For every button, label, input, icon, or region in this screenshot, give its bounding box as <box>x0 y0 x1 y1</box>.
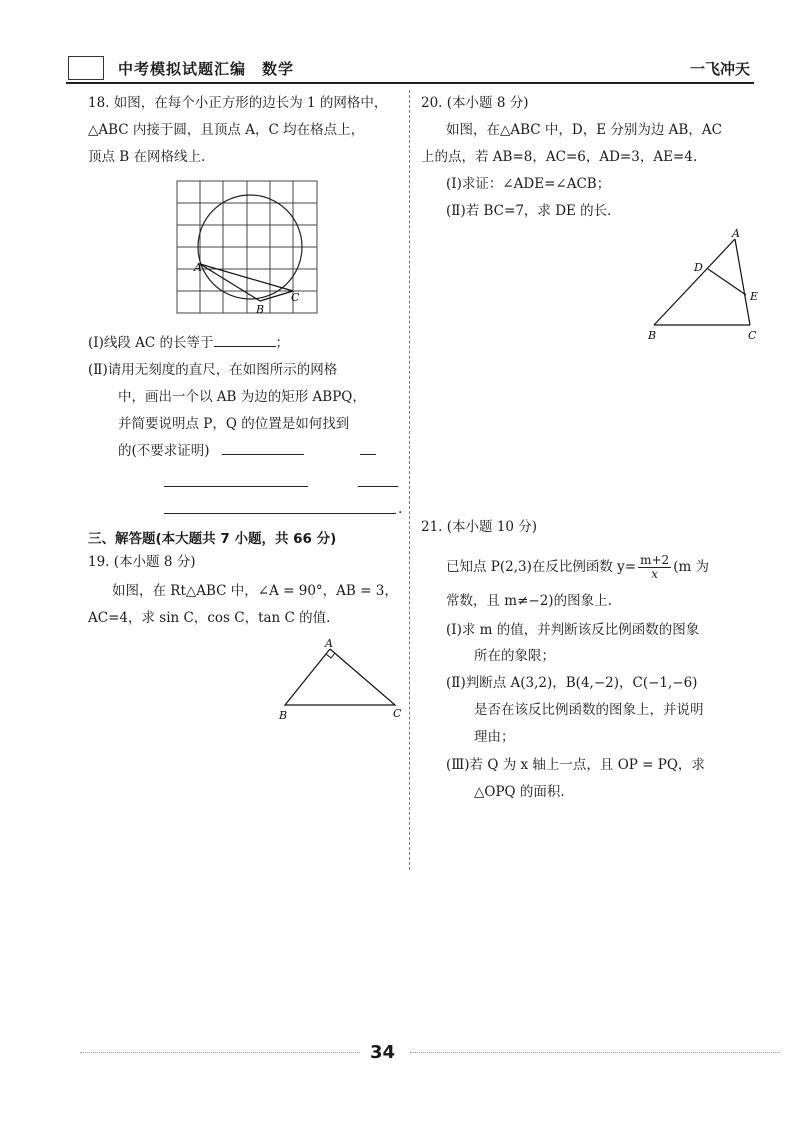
q18-part-1-text: (Ⅰ)线段 AC 的长等于 <box>88 335 214 351</box>
q20-line-1: 20. (本小题 8 分) <box>421 95 529 111</box>
q18-label-a: A <box>194 261 202 274</box>
header-title: 中考模拟试题汇编 数学 <box>118 60 295 78</box>
q21-line-2: 常数，且 m≠−2)的图象上. <box>446 593 612 609</box>
q20-label-a: A <box>732 227 740 240</box>
q18-label-b: B <box>256 303 265 316</box>
q18-answer-blank-3 <box>164 486 308 487</box>
q20-line-5: (Ⅱ)若 BC=7，求 DE 的长. <box>446 203 612 219</box>
q20-label-e: E <box>750 290 759 303</box>
page-number: 34 <box>370 1042 396 1063</box>
q18-part-2-line-3: 并简要说明点 P，Q 的位置是如何找到 <box>118 416 350 432</box>
q20-label-d: D <box>694 261 703 274</box>
header-rule <box>66 82 754 84</box>
column-separator <box>409 90 410 870</box>
q21-line-1-post: (m 为 <box>673 559 710 575</box>
q21-part-1-line-1: (Ⅰ)求 m 的值，并判断该反比例函数的图象 <box>446 622 700 638</box>
q20-label-b: B <box>648 329 657 342</box>
q21-part-3-line-1: (Ⅲ)若 Q 为 x 轴上一点，且 OP = PQ，求 <box>446 757 705 773</box>
header-brand: 一飞冲天 <box>689 60 750 78</box>
q18-part-2-line-4 <box>118 438 376 465</box>
q18-label-c: C <box>291 291 300 304</box>
q19-line-2: 如图，在 Rt△ABC 中，∠A = 90°，AB = 3， <box>112 583 398 599</box>
q21-line-1 <box>446 552 709 582</box>
header-logo <box>68 56 104 80</box>
q19-triangle-figure <box>275 635 405 725</box>
q18-part-2-line-2: 中，画出一个以 AB 为边的矩形 ABPQ， <box>118 389 366 405</box>
q21-part-2-line-3: 理由； <box>474 729 515 745</box>
q19-line-1: 19. (本小题 8 分) <box>88 554 196 570</box>
q20-line-4: (Ⅰ)求证：∠ADE=∠ACB； <box>446 176 611 192</box>
q20-line-3: 上的点，若 AB=8，AC=6，AD=3，AE=4. <box>421 149 698 165</box>
q21-fraction-denominator: x <box>651 567 659 581</box>
q18-part-2-line-1: (Ⅱ)请用无刻度的直尺，在如图所示的网格 <box>88 362 338 378</box>
q19-line-3: AC=4，求 sin C，cos C，tan C 的值. <box>88 610 331 626</box>
q19-label-c: C <box>393 707 402 720</box>
q18-grid-figure <box>170 175 330 325</box>
q21-fraction <box>638 554 671 581</box>
q18-part-1-end: ； <box>275 335 290 351</box>
q19-label-a: A <box>325 637 333 650</box>
q18-line-2: △ABC 内接于圆，且顶点 A，C 均在格点上， <box>88 122 365 138</box>
q18-answer-blank-1 <box>222 440 304 455</box>
q21-part-1-line-2: 所在的象限； <box>474 648 555 664</box>
q20-line-2: 如图，在△ABC 中，D，E 分别为边 AB，AC <box>446 122 722 138</box>
q18-answer-blank-4 <box>358 486 398 487</box>
q21-part-2-line-1: (Ⅱ)判断点 A(3,2)，B(4,−2)，C(−1,−6) <box>446 675 698 691</box>
q21-part-2-line-2: 是否在该反比例函数的图象上，并说明 <box>474 702 704 718</box>
q21-title: 21. (本小题 10 分) <box>421 519 538 535</box>
q21-part-3-line-2: △OPQ 的面积. <box>474 784 565 800</box>
q20-triangle-figure <box>640 225 770 345</box>
q18-part-1 <box>88 330 289 357</box>
q18-part-1-blank <box>214 332 276 347</box>
q18-part-2-line-4-text: 的(不要求证明) <box>118 443 210 459</box>
q18-answer-blank-2 <box>360 440 376 455</box>
q18-answer-blank-5 <box>164 513 396 514</box>
q19-label-b: B <box>279 709 288 722</box>
q18-line-1: 18. 如图，在每个小正方形的边长为 1 的网格中， <box>88 95 388 111</box>
footer-dots-left <box>80 1052 360 1053</box>
section-3-heading: 三、解答题(本大题共 7 小题，共 66 分) <box>88 531 337 547</box>
q18-line-3: 顶点 B 在网格线上. <box>88 149 206 165</box>
q18-part-2-end: . <box>398 501 403 517</box>
q21-line-1-pre: 已知点 P(2,3)在反比例函数 y= <box>446 559 637 575</box>
q20-label-c: C <box>748 329 757 342</box>
q21-fraction-numerator: m+2 <box>640 553 670 567</box>
footer-dots-right <box>410 1052 780 1053</box>
